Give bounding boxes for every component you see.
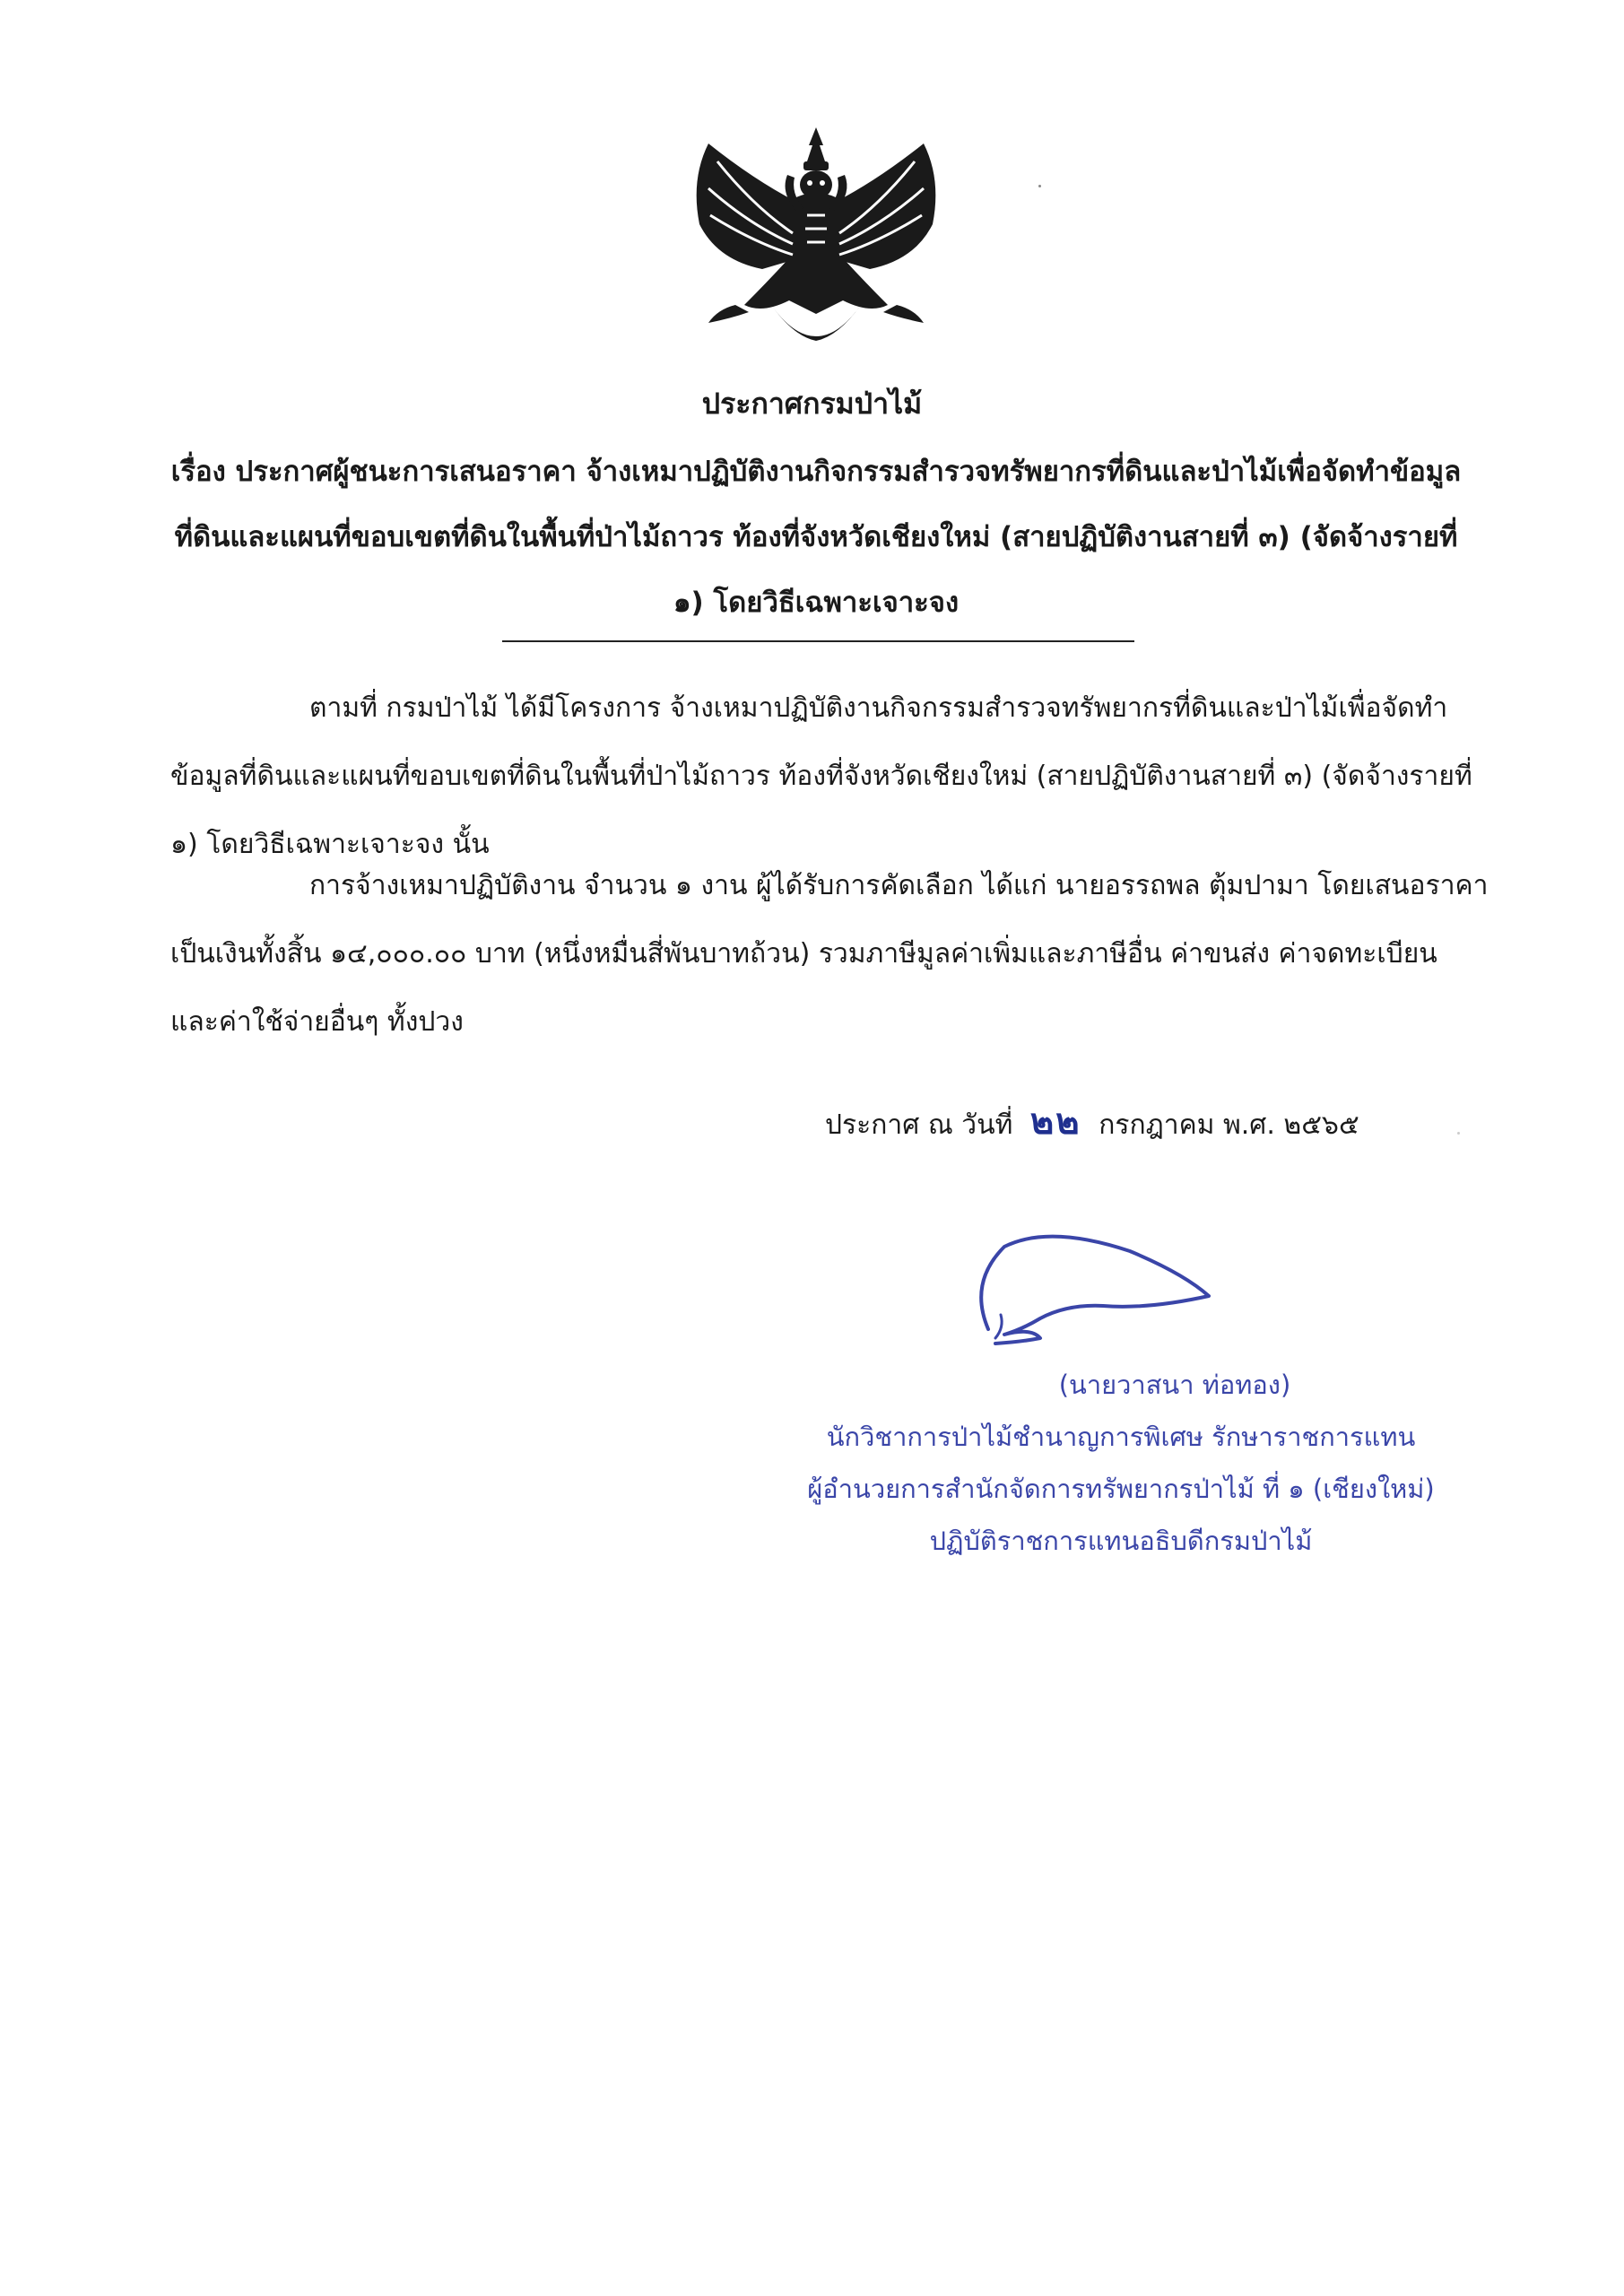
document-title: ประกาศกรมป่าไม้ (701, 387, 923, 421)
signer-position: ปฏิบัติราชการแทนอธิบดีกรมป่าไม้ (929, 1526, 1313, 1556)
paragraph-line: และค่าใช้จ่ายอื่นๆ ทั้งปวง (170, 1006, 464, 1038)
handwritten-signature (968, 1229, 1220, 1354)
garuda-emblem (682, 126, 951, 368)
subject-line: เรื่อง ประกาศผู้ชนะการเสนอราคา จ้างเหมาปฏิบัติงานกิจกรรมสำรวจทรัพยากรที่ดินและป่าไม้เพื่อจัดทำข้อมูล (170, 456, 1462, 488)
paragraph-line: ตามที่ กรมป่าไม้ ได้มีโครงการ จ้างเหมาปฏิบัติงานกิจกรรมสำรวจทรัพยากรที่ดินและป่าไม้เพื่อจัดทำ (309, 692, 1448, 724)
subject-line: ที่ดินและแผนที่ขอบเขตที่ดินในพื้นที่ป่าไม้ถาวร ท้องที่จังหวัดเชียงใหม่ (สายปฏิบัติงานสายที่ ๓) (จัดจ้างรายที่ (174, 521, 1458, 553)
signer-position: ผู้อำนวยการสำนักจัดการทรัพยากรป่าไม้ ที่ ๑ (เชียงใหม่) (807, 1474, 1435, 1504)
signature-block (762, 1359, 1480, 1567)
announcement-date (825, 1092, 1359, 1150)
scan-speck (1038, 185, 1041, 187)
date-day-handwritten: ๒๒ (1029, 1100, 1081, 1143)
paragraph-line: ๑) โดยวิธีเฉพาะเจาะจง นั้น (170, 829, 490, 860)
signer-name: (นายวาสนา ท่อทอง) (1058, 1370, 1291, 1400)
document-subject (170, 439, 1462, 636)
divider (502, 640, 1134, 642)
paragraph-winner (170, 852, 1489, 1057)
subject-line: ๑) โดยวิธีเฉพาะเจาะจง (673, 587, 960, 619)
date-prefix: ประกาศ ณ วันที่ (825, 1109, 1013, 1141)
date-suffix: กรกฎาคม พ.ศ. ๒๕๖๕ (1099, 1109, 1359, 1141)
paragraph-project (170, 674, 1472, 879)
scan-speck (1457, 1132, 1460, 1135)
signer-position: นักวิชาการป่าไม้ชำนาญการพิเศษ รักษาราชการแทน (826, 1422, 1416, 1452)
paragraph-line: การจ้างเหมาปฏิบัติงาน จำนวน ๑ งาน ผู้ได้รับการคัดเลือก ได้แก่ นายอรรถพล ตุ้มปามา โดยเสนอราคา (309, 870, 1489, 901)
paragraph-line: เป็นเงินทั้งสิ้น ๑๔,๐๐๐.๐๐ บาท (หนึ่งหมื่นสี่พันบาทถ้วน) รวมภาษีมูลค่าเพิ่มและภาษีอื่น ค่าขนส่ง ค่าจดทะเบียน (170, 938, 1437, 970)
paragraph-line: ข้อมูลที่ดินและแผนที่ขอบเขตที่ดินในพื้นที่ป่าไม้ถาวร ท้องที่จังหวัดเชียงใหม่ (สายปฏิบัติงานสายที่ ๓) (จัดจ้างรายที่ (170, 761, 1472, 792)
